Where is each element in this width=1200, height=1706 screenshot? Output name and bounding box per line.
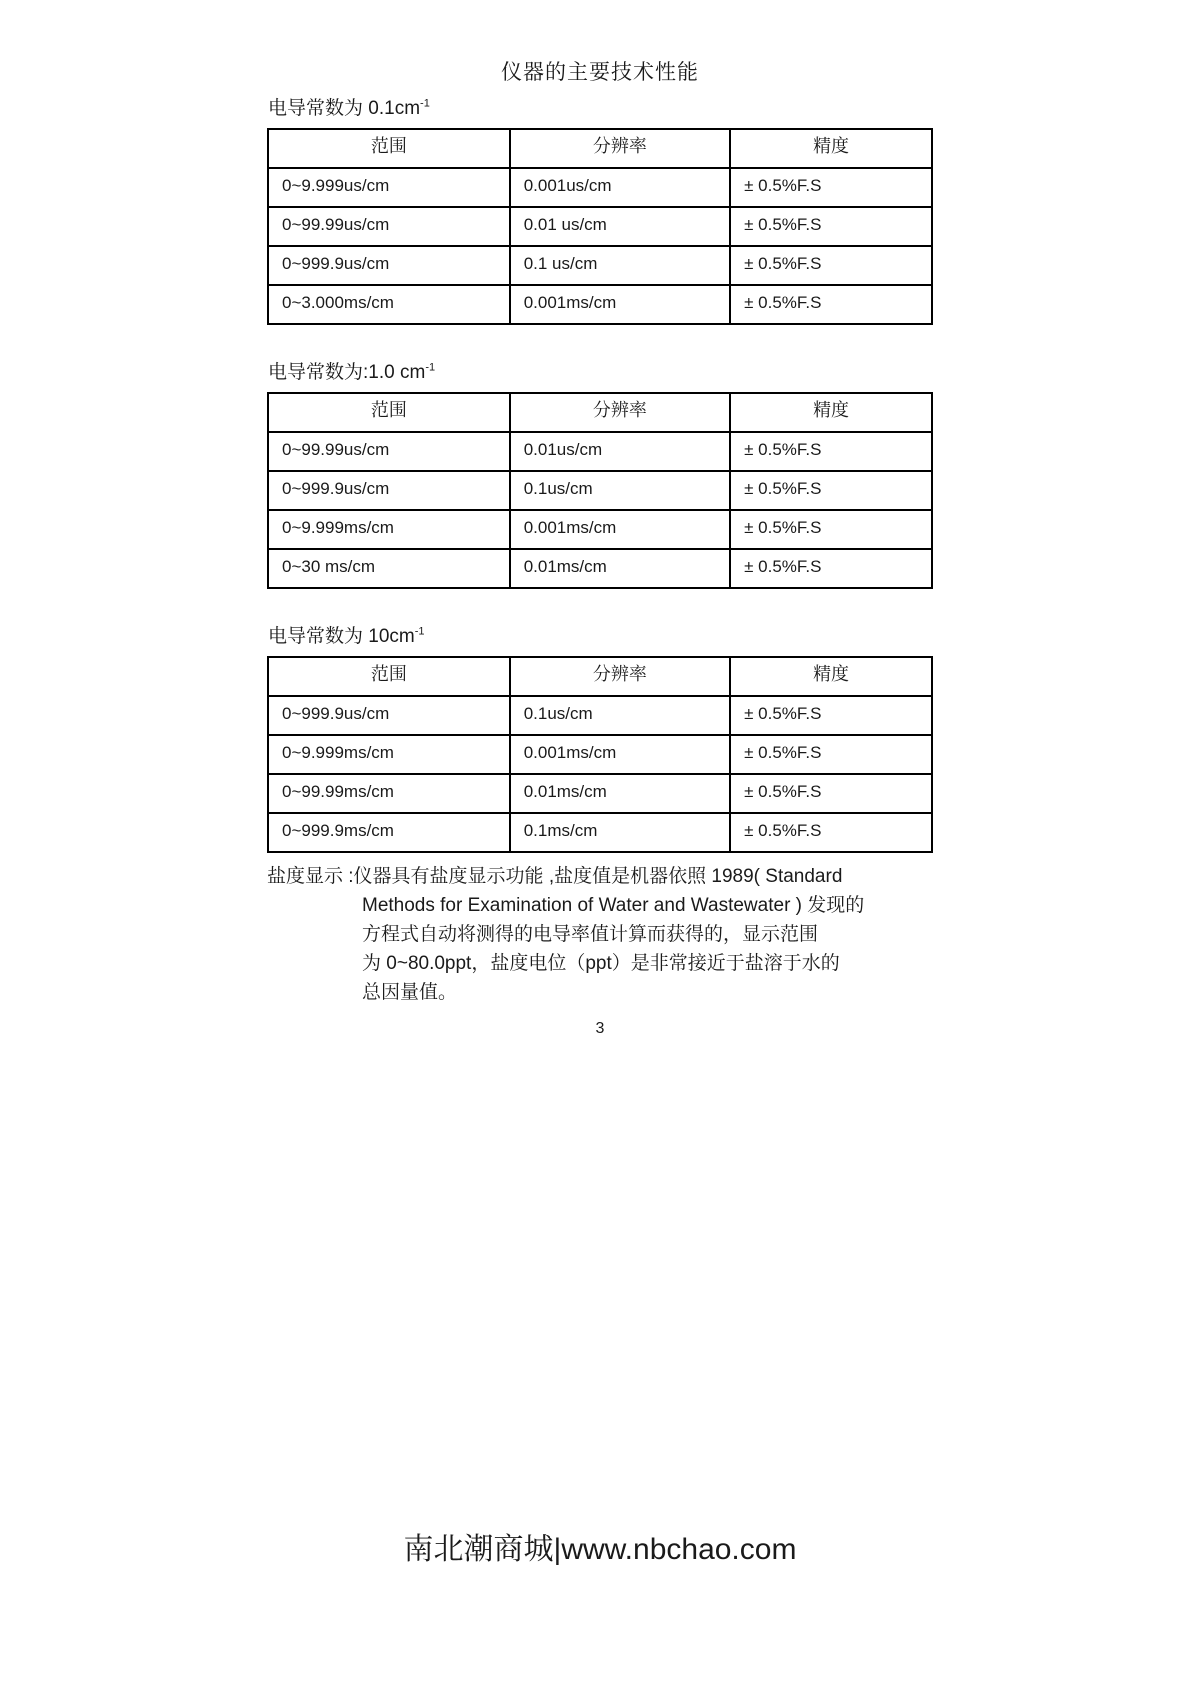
superscript-exponent: -1 (414, 625, 425, 638)
table-row (268, 471, 932, 510)
spec-table-1.0cm (267, 392, 933, 589)
table-row (268, 813, 932, 852)
table-header-row (268, 129, 932, 168)
cell-accuracy: ± 0.5%F.S (730, 774, 932, 813)
cell-range: 0~9.999ms/cm (268, 735, 510, 774)
column-header-resolution: 分辨率 (510, 657, 730, 696)
section-heading-text: 电导常数为:1.0 cm (268, 362, 426, 383)
cell-accuracy: ± 0.5%F.S (730, 246, 932, 285)
cell-range: 0~9.999ms/cm (268, 510, 510, 549)
table-row (268, 510, 932, 549)
spec-table-10cm (267, 656, 933, 853)
cell-range: 0~3.000ms/cm (268, 285, 510, 324)
salinity-note-line: 为 0~80.0ppt，盐度电位（ppt）是非常接近于盐溶于水的 (362, 953, 840, 974)
cell-resolution: 0.001ms/cm (510, 510, 730, 549)
section-cell-constant-10 (267, 621, 933, 853)
cell-resolution: 0.001ms/cm (510, 285, 730, 324)
cell-range: 0~999.9ms/cm (268, 813, 510, 852)
salinity-note-line: 总因量值。 (362, 982, 458, 1003)
table-header-row (268, 657, 932, 696)
salinity-note-line: 盐度显示 :仪器具有盐度显示功能 ,盐度值是机器依照 1989( Standard (267, 866, 843, 887)
column-header-accuracy: 精度 (730, 129, 932, 168)
cell-range: 0~999.9us/cm (268, 696, 510, 735)
cell-range: 0~9.999us/cm (268, 168, 510, 207)
cell-accuracy: ± 0.5%F.S (730, 285, 932, 324)
column-header-resolution: 分辨率 (510, 129, 730, 168)
table-row (268, 774, 932, 813)
cell-range: 0~999.9us/cm (268, 471, 510, 510)
cell-resolution: 0.1 us/cm (510, 246, 730, 285)
table-row (268, 168, 932, 207)
cell-range: 0~30 ms/cm (268, 549, 510, 588)
cell-accuracy: ± 0.5%F.S (730, 813, 932, 852)
column-header-resolution: 分辨率 (510, 393, 730, 432)
column-header-accuracy: 精度 (730, 657, 932, 696)
cell-range: 0~999.9us/cm (268, 246, 510, 285)
column-header-range: 范围 (268, 393, 510, 432)
cell-accuracy: ± 0.5%F.S (730, 696, 932, 735)
cell-resolution: 0.1us/cm (510, 471, 730, 510)
section-heading-0.1cm (268, 93, 933, 120)
cell-accuracy: ± 0.5%F.S (730, 735, 932, 774)
salinity-note-line: 方程式自动将测得的电导率值计算而获得的，显示范围 (362, 924, 819, 945)
cell-accuracy: ± 0.5%F.S (730, 168, 932, 207)
cell-resolution: 0.01ms/cm (510, 774, 730, 813)
salinity-note-line: Methods for Examination of Water and Wastewater ) 发现的 (362, 895, 865, 916)
superscript-exponent: -1 (425, 361, 436, 374)
cell-accuracy: ± 0.5%F.S (730, 471, 932, 510)
section-cell-constant-1.0 (267, 357, 933, 589)
cell-accuracy: ± 0.5%F.S (730, 207, 932, 246)
section-cell-constant-0.1 (267, 93, 933, 325)
page-title: 仪器的主要技术性能 (501, 61, 699, 84)
cell-range: 0~99.99ms/cm (268, 774, 510, 813)
table-row (268, 285, 932, 324)
page-number: 3 (595, 1020, 605, 1037)
section-heading-1.0cm (268, 357, 933, 384)
column-header-accuracy: 精度 (730, 393, 932, 432)
cell-range: 0~99.99us/cm (268, 207, 510, 246)
table-row (268, 549, 932, 588)
cell-resolution: 0.001us/cm (510, 168, 730, 207)
cell-accuracy: ± 0.5%F.S (730, 432, 932, 471)
table-row (268, 246, 932, 285)
cell-resolution: 0.1ms/cm (510, 813, 730, 852)
cell-resolution: 0.01us/cm (510, 432, 730, 471)
table-row (268, 735, 932, 774)
table-row (268, 207, 932, 246)
salinity-note (267, 862, 933, 1007)
section-heading-text: 电导常数为 10cm (268, 626, 415, 647)
cell-resolution: 0.001ms/cm (510, 735, 730, 774)
section-heading-10cm (268, 621, 933, 648)
document-page (267, 0, 933, 1038)
section-heading-text: 电导常数为 0.1cm (268, 98, 421, 119)
cell-accuracy: ± 0.5%F.S (730, 510, 932, 549)
table-header-row (268, 393, 932, 432)
column-header-range: 范围 (268, 657, 510, 696)
spec-table-0.1cm (267, 128, 933, 325)
table-row (268, 432, 932, 471)
cell-accuracy: ± 0.5%F.S (730, 549, 932, 588)
cell-range: 0~99.99us/cm (268, 432, 510, 471)
cell-resolution: 0.01ms/cm (510, 549, 730, 588)
superscript-exponent: -1 (420, 97, 430, 110)
column-header-range: 范围 (268, 129, 510, 168)
cell-resolution: 0.1us/cm (510, 696, 730, 735)
cell-resolution: 0.01 us/cm (510, 207, 730, 246)
footer-branding: 南北潮商城|www.nbchao.com (403, 1533, 797, 1566)
table-row (268, 696, 932, 735)
